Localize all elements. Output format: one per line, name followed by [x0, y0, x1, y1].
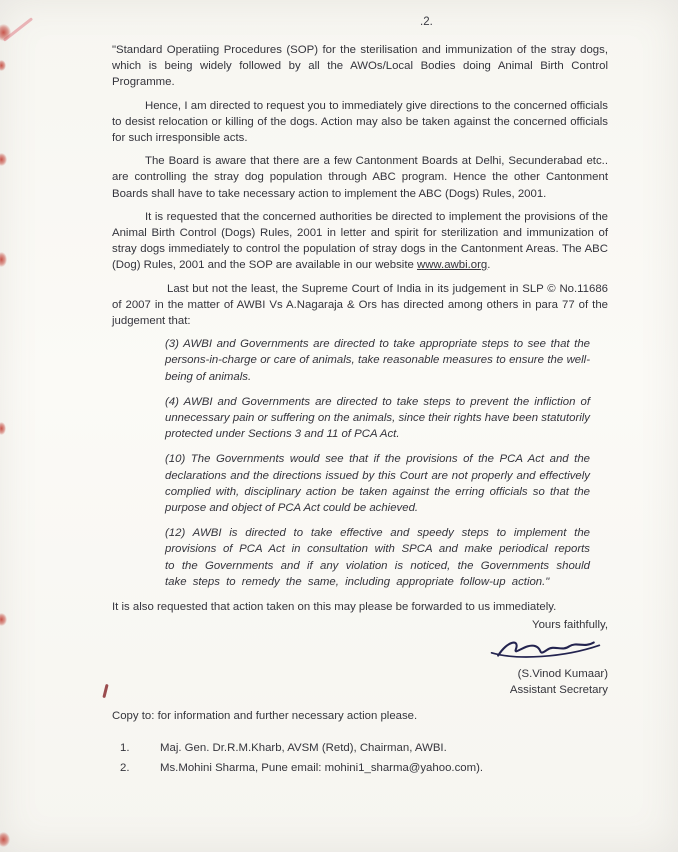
copy-item-number: 1.	[120, 742, 130, 755]
paragraph-sop: "Standard Operatiing Procedures (SOP) for the sterilisation and immunization of the stray dogs, which is being widely followed by all the AWOs/Local Bodies doing Animal Birth Control Programme.	[112, 44, 608, 89]
quote-para-10: (10) The Governments would see that if the provisions of the PCA Act and the declarations and the directions issued by this Court are not properly and effectively complied with, disciplinary action be taken against the erring officials so that the purpose and object of PCA Act could be achieved.	[165, 453, 590, 515]
paragraph-abc-rules	[112, 209, 608, 274]
signer-name: (S.Vinod Kumaar)	[517, 667, 608, 680]
letter-body	[112, 42, 608, 781]
signature	[486, 635, 604, 665]
paragraph-abc-rules-period: .	[487, 259, 491, 272]
scan-artifact	[0, 24, 11, 41]
quote-para-4: (4) AWBI and Governments are directed to take steps to prevent the infliction of unnecessary pain or suffering on the animals, since their rights have been statutorily protected under Sections 3 and 11 of PCA Act.	[165, 395, 590, 441]
signer-title: Assistant Secretary	[509, 683, 608, 696]
copy-to-item	[120, 740, 608, 756]
copy-item-text: Maj. Gen. Dr.R.M.Kharb, AVSM (Retd), Chairman, AWBI.	[160, 742, 447, 755]
scan-artifact	[0, 153, 7, 166]
salutation: Yours faithfully,	[532, 619, 608, 632]
copy-item-text: Ms.Mohini Sharma, Pune email: mohini1_sharma@yahoo.com).	[160, 762, 484, 775]
paragraph-supreme-court: Last but not the least, the Supreme Court of India in its judgement in SLP © No.11686 of 2007 in the matter of AWBI Vs A.Nagaraja & Ors has directed among others in para 77 of the judgement that:	[112, 282, 608, 328]
signoff-block	[112, 617, 608, 698]
paragraph-request-directions: Hence, I am directed to request you to immediately give directions to the concerned officials to desist relocation or killing of the dogs. Action may also be taken against the concerned officials for such irresponsible acts.	[112, 99, 608, 145]
copy-to-list	[112, 740, 608, 776]
quote-para-12: (12) AWBI is directed to take effective and speedy steps to implement the provisions of PCA Act in consultation with SPCA and make periodical reports to the Governments and if any violation is noticed, the Governments should take steps to remedy the same, including appropriate follow-up action."	[165, 527, 590, 588]
closing-line: It is also requested that action taken on this may please be forwarded to us immediately.	[112, 601, 557, 614]
quote-para-3: (3) AWBI and Governments are directed to take appropriate steps to see that the persons-in-charge or care of animals, take reasonable measures to ensure the well-being of animals.	[165, 338, 590, 383]
scan-artifact	[0, 252, 7, 267]
paragraph-cantonment-boards: The Board is aware that there are a few Cantonment Boards at Delhi, Secunderabad etc.. are controlling the stray dog population through ABC program. Hence the other Cantonment Boards shall have to take necessary action to implement the ABC (Dogs) Rules, 2001.	[112, 155, 608, 200]
scan-artifact	[0, 613, 7, 626]
page-number: .2.	[420, 16, 433, 28]
website-link: www.awbi.org	[416, 259, 488, 272]
scan-artifact	[0, 60, 6, 71]
pen-mark-artifact	[102, 684, 108, 698]
copy-to-heading: Copy to: for information and further necessary action please.	[112, 709, 418, 722]
copy-item-number: 2.	[120, 762, 130, 775]
scan-artifact	[0, 422, 6, 435]
copy-to-item	[120, 760, 608, 776]
copy-to-section	[112, 708, 608, 777]
signature-scrawl-icon	[486, 635, 604, 665]
paragraph-abc-rules-text: It is requested that the concerned authorities be directed to implement the provisions of the Animal Birth Control (Dogs) Rules, 2001 in letter and spirit for sterilization and immunization of stray dogs immediately to control the population of stray dogs in the Cantonment Areas. The ABC (Dog) Rules, 2001 and the SOP are available in our website	[112, 210, 608, 272]
scan-artifact	[0, 832, 10, 847]
